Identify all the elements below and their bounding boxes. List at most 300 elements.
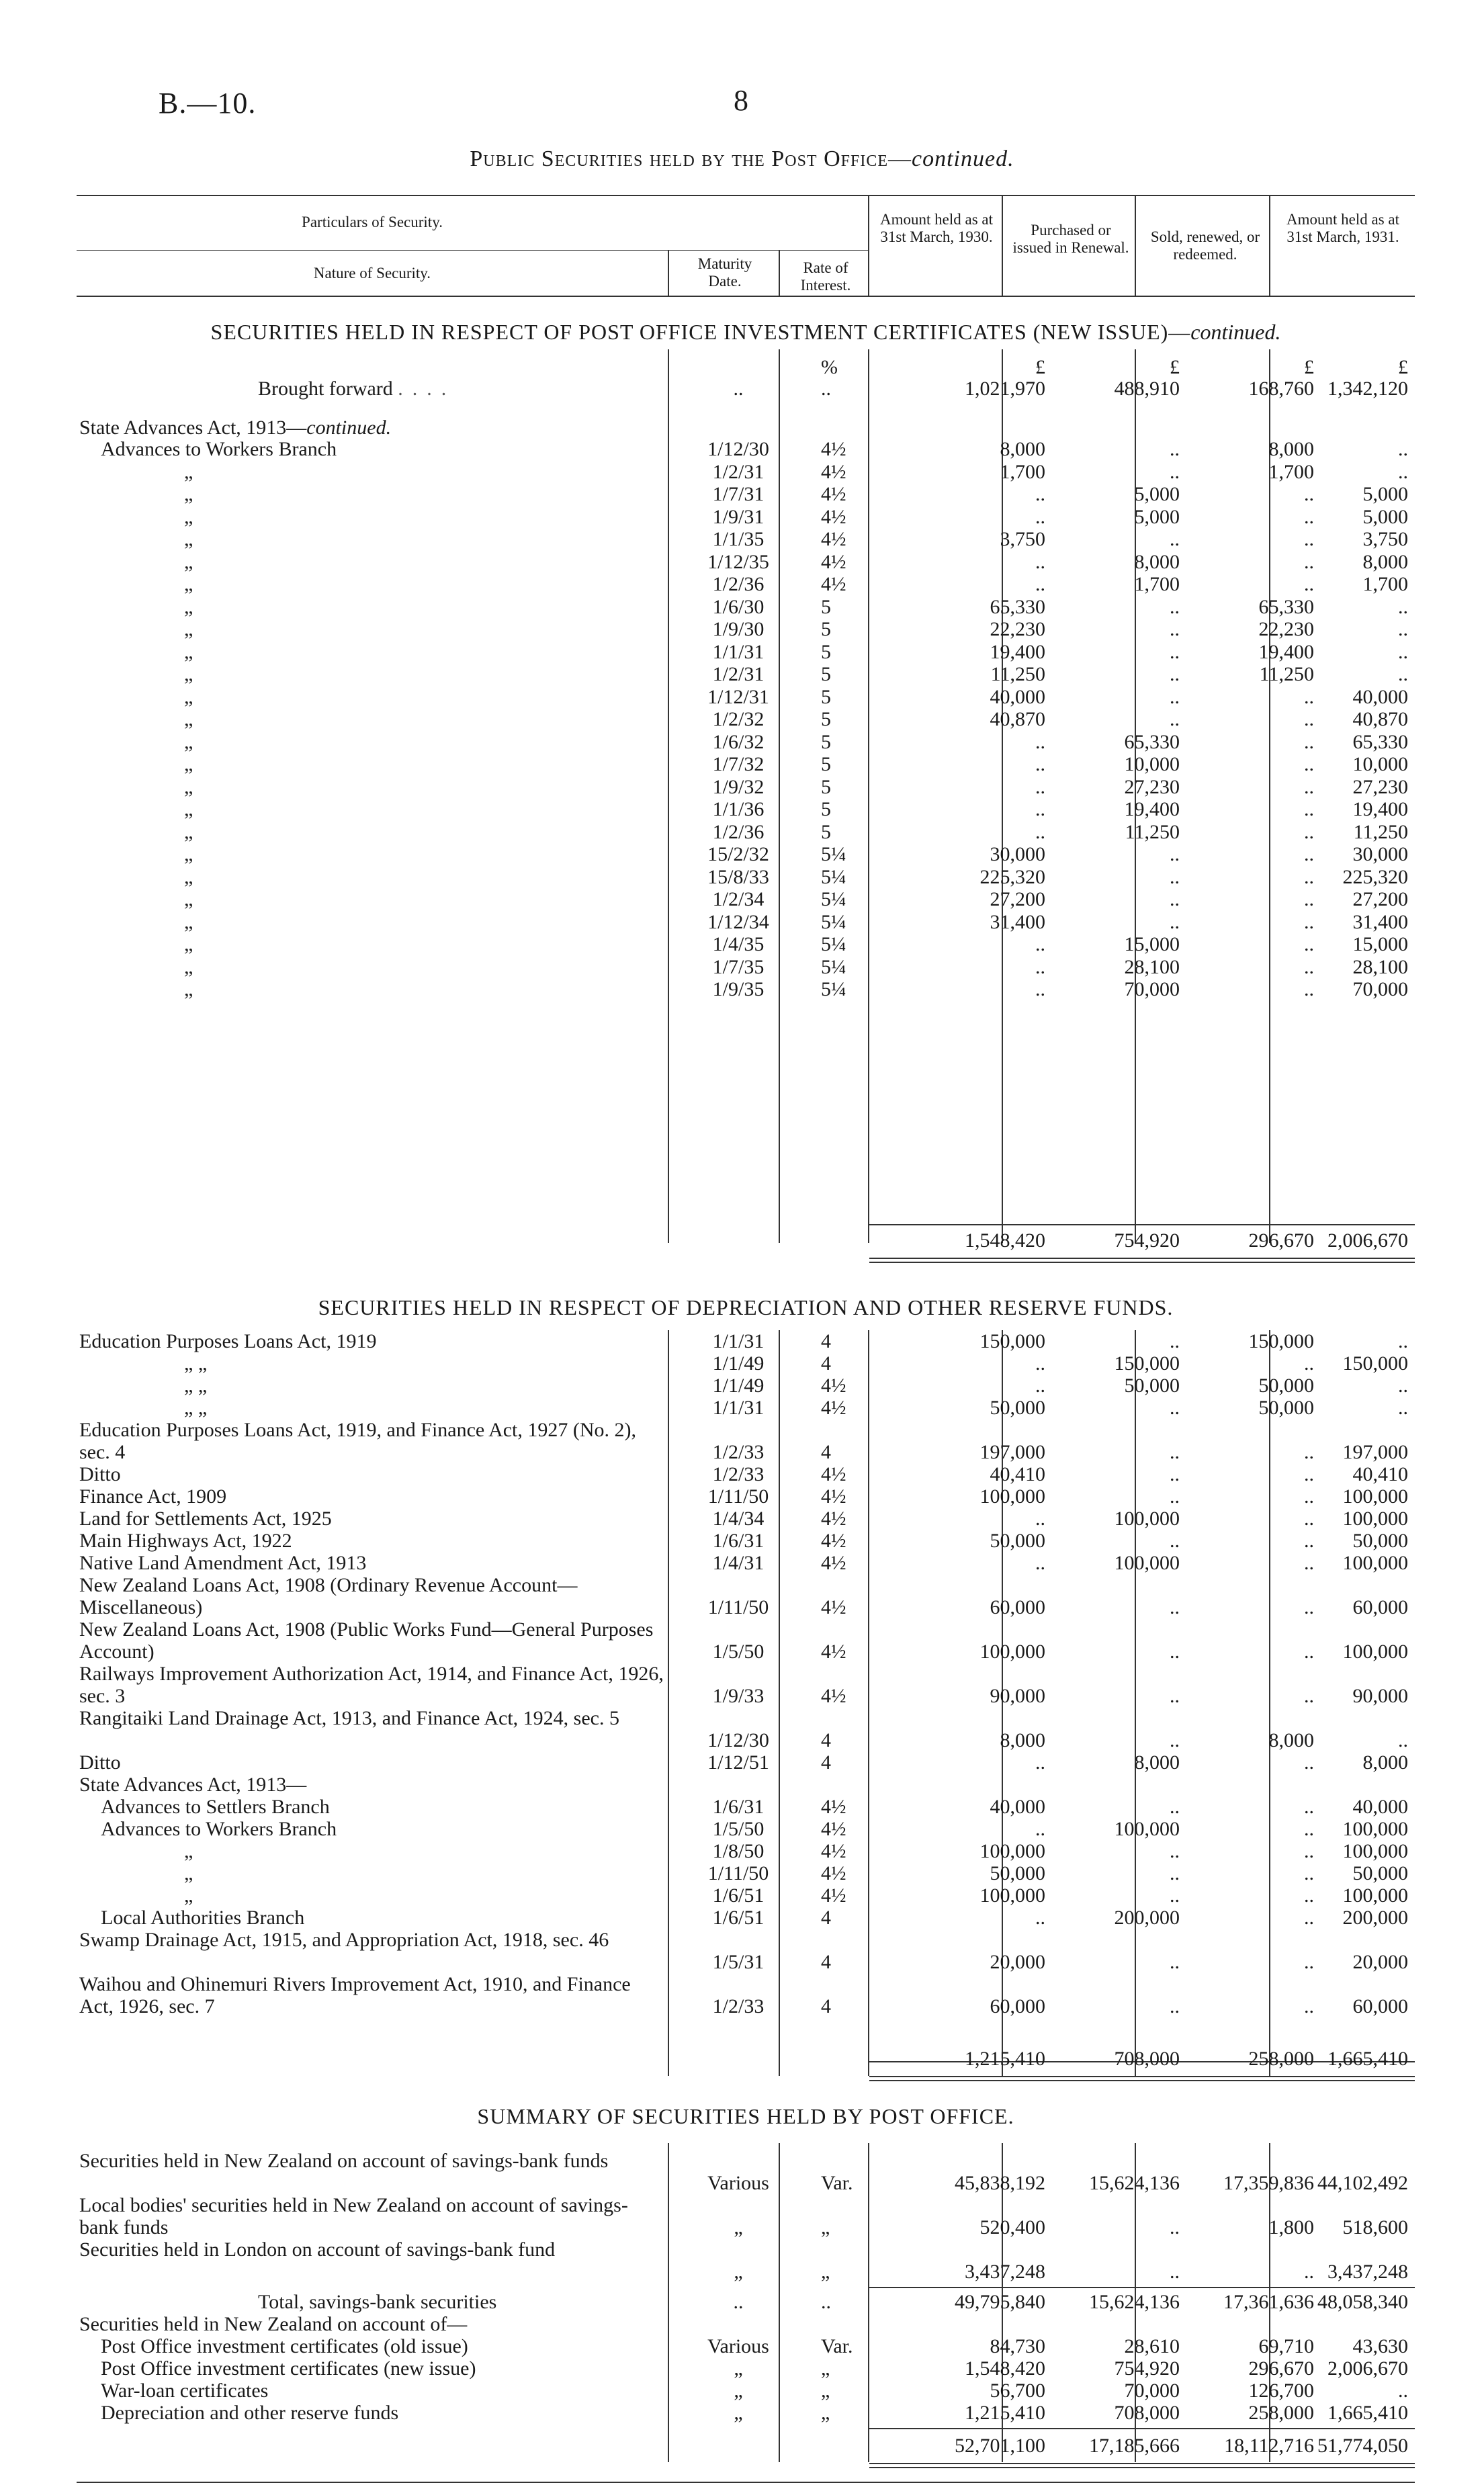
grand-total-rule (869, 2428, 1415, 2429)
cell-security: „ (184, 730, 193, 753)
table-row (77, 2194, 1415, 2238)
cell-rate: 5¼ (821, 910, 846, 933)
cell-rate: 4 (821, 1751, 831, 1774)
cell-held-1930: 40,000 (990, 1796, 1045, 1818)
cell-held-1930: 50,000 (990, 1862, 1045, 1884)
cell-rate: 4½ (821, 1840, 846, 1862)
cell-maturity: Various (707, 2172, 769, 2194)
table-row (77, 1397, 1415, 1419)
cell-security: Railways Improvement Authorization Act, 1914, and Finance Act, 1926, sec. 3 (79, 1663, 664, 1707)
cell-purchased: 5,000 (1134, 483, 1180, 505)
table-row (77, 573, 1415, 595)
cell-held-1930: 1,548,420 (965, 2357, 1045, 2380)
cell-held-1931: 100,000 (1342, 1485, 1408, 1508)
cell-security: Swamp Drainage Act, 1915, and Appropriation Act, 1918, sec. 46 (79, 1929, 609, 1951)
table-row (77, 2402, 1415, 2424)
cell-purchased: .. (1170, 438, 1180, 460)
cell-rate: 4½ (821, 505, 846, 528)
cell-held-1931: 50,000 (1352, 1862, 1408, 1884)
cell-purchased: .. (1170, 910, 1180, 933)
cell-held-1931: 197,000 (1342, 1441, 1408, 1463)
cell-maturity: 1/12/34 (707, 910, 769, 933)
grand-total-row (77, 2435, 1415, 2457)
header-mid-rule (77, 250, 869, 251)
cell-held-1930: 60,000 (990, 1596, 1045, 1618)
cell-rate: 4 (821, 1330, 831, 1352)
unit-rate: % (821, 356, 838, 378)
table-row (77, 1751, 1415, 1774)
cell-rate: 5¼ (821, 933, 846, 955)
cell-maturity: 15/2/32 (707, 843, 769, 865)
cell-maturity: 1/7/35 (712, 955, 765, 978)
cell-rate: 4½ (821, 1596, 846, 1618)
table-row (77, 798, 1415, 820)
cell-maturity: 1/7/31 (712, 483, 765, 505)
cell-sold: .. (1304, 1508, 1314, 1530)
cell-held-1930: 56,700 (990, 2380, 1045, 2402)
cell-purchased: 200,000 (1114, 1907, 1180, 1929)
cell-rate: 4½ (821, 1530, 846, 1552)
cell-maturity: 1/2/36 (712, 573, 765, 595)
table-row (77, 1818, 1415, 1840)
cell-rate: 4 (821, 1951, 831, 1973)
table-row (77, 1618, 1415, 1663)
cell-security: Total, savings-bank securities (258, 2291, 497, 2313)
table-row (77, 1552, 1415, 1574)
cell-held-1930: .. (1035, 573, 1045, 595)
cell-rate: 5¼ (821, 978, 846, 1000)
cell-purchased: .. (1170, 460, 1180, 483)
cell-security: „ (184, 663, 193, 685)
col-particulars: Particulars of Security. (302, 214, 443, 230)
cell-sold: .. (1304, 1862, 1314, 1884)
cell-purchased: 70,000 (1124, 2380, 1180, 2402)
table-row (77, 821, 1415, 843)
table-row (77, 956, 1415, 978)
cell-rate: 5¼ (821, 955, 846, 978)
table-row (77, 1973, 1415, 2017)
table-row (77, 1929, 1415, 1973)
cell-security: „ (184, 595, 193, 618)
cell-rate: 4½ (821, 438, 846, 460)
page-title: Public Securities held by the Post Office—continued. (470, 146, 1014, 171)
table-row (77, 686, 1415, 708)
cell-security: „ (184, 573, 193, 595)
cell-security: „ (184, 708, 193, 730)
cell-security: New Zealand Loans Act, 1908 (Public Works Fund—General Purposes Account) (79, 1618, 654, 1663)
cell-held-1930: 27,200 (990, 888, 1045, 910)
cell-rate: 5 (821, 663, 831, 685)
cell-security: „ (184, 978, 193, 1000)
cell-purchased: .. (1170, 1685, 1180, 1707)
cell-sold: .. (1304, 1352, 1314, 1375)
cell-held-1931: 200,000 (1342, 1907, 1408, 1929)
cell-security: „ (184, 460, 193, 483)
cell-purchased: .. (1170, 618, 1180, 640)
cell-purchased: .. (1170, 2216, 1180, 2238)
total-sold: 296,670 (1248, 1229, 1314, 1252)
col-rate: Rate of Interest. (800, 259, 851, 294)
cell-security: Securities held in London on account of savings-bank fund (79, 2238, 556, 2261)
cell-maturity: 1/2/33 (712, 1463, 765, 1485)
cell-maturity: 1/2/32 (712, 708, 765, 730)
cell-sold: 1,700 (1268, 460, 1314, 483)
cell-purchased: 19,400 (1124, 798, 1180, 820)
cell-held-1931: 100,000 (1342, 1508, 1408, 1530)
table-row (77, 663, 1415, 685)
table-row (77, 1574, 1415, 1618)
cell-maturity: 1/6/51 (712, 1907, 765, 1929)
cell-rate: 5¼ (821, 865, 846, 888)
cell-rate: „ (821, 2402, 830, 2424)
cell-rate: 5 (821, 595, 831, 618)
cell-maturity: 1/1/36 (712, 798, 765, 820)
cell-held-1931: 10,000 (1352, 753, 1408, 775)
cell-held-1930: 100,000 (979, 1840, 1045, 1862)
cell-purchased: .. (1170, 2261, 1180, 2283)
cell-held-1931: 100,000 (1342, 1552, 1408, 1574)
table-row (77, 1907, 1415, 1929)
cell-security: „ (184, 820, 193, 843)
cell-purchased: 15,000 (1124, 933, 1180, 955)
cell-security: „ (184, 483, 193, 505)
cell-rate: 5¼ (821, 888, 846, 910)
cell-sold: .. (1304, 1995, 1314, 2017)
cell-sold: .. (1304, 1907, 1314, 1929)
cell-held-1931: 100,000 (1342, 1884, 1408, 1907)
cell-maturity: 1/5/31 (712, 1951, 765, 1973)
cell-purchased: .. (1170, 1441, 1180, 1463)
col-sold: Sold, renewed, or redeemed. (1150, 228, 1260, 263)
cell-maturity: 1/2/33 (712, 1441, 765, 1463)
cell-security: „ „ (184, 1397, 208, 1419)
cell-rate: 5 (821, 775, 831, 798)
cell-held-1931: 3,750 (1362, 528, 1408, 550)
cell-held-1930: .. (1035, 753, 1045, 775)
cell-held-1931: 100,000 (1342, 1641, 1408, 1663)
total-purchased: 708,000 (1114, 2048, 1180, 2070)
cell-security: „ (184, 888, 193, 910)
cell-purchased: .. (1170, 1397, 1180, 1419)
table-row (77, 461, 1415, 483)
cell-held-1931: 5,000 (1362, 483, 1408, 505)
cell-maturity: 1/5/50 (712, 1818, 765, 1840)
cell-maturity: 1/6/51 (712, 1884, 765, 1907)
total-sold: 258,000 (1248, 2048, 1314, 2070)
cell-rate: „ (821, 2261, 830, 2283)
section-title: SUMMARY OF SECURITIES HELD BY POST OFFICE. (477, 2104, 1014, 2128)
cell-security: Ditto (79, 1463, 121, 1485)
section-title: SECURITIES HELD IN RESPECT OF DEPRECIATION AND OTHER RESERVE FUNDS. (318, 1295, 1174, 1319)
cell-held-1930: 520,400 (979, 2216, 1045, 2238)
table-row (77, 708, 1415, 730)
cell-rate: 4½ (821, 573, 846, 595)
total-double-rule (869, 2080, 1415, 2081)
cell-sold: 69,710 (1258, 2335, 1314, 2357)
cell-rate: 4½ (821, 1884, 846, 1907)
cell-held-1930: 31,400 (990, 910, 1045, 933)
table-row (77, 618, 1415, 640)
cell-sold: .. (1304, 910, 1314, 933)
table-row (77, 2150, 1415, 2194)
table-row (77, 1352, 1415, 1375)
cell-maturity: .. (733, 2291, 744, 2313)
cell-held-1930: 100,000 (979, 1641, 1045, 1663)
header-divider (779, 250, 780, 296)
cell-purchased: .. (1170, 595, 1180, 618)
po-heading: Securities held in New Zealand on account of— (79, 2313, 468, 2335)
cell-held-1930: 150,000 (979, 1330, 1045, 1352)
cell-maturity: 1/9/31 (712, 505, 765, 528)
cell-sold: .. (1304, 798, 1314, 820)
unit-a4: £ (1398, 356, 1408, 378)
cell-maturity: 1/6/31 (712, 1530, 765, 1552)
cell-held-1930: .. (1035, 1552, 1045, 1574)
cell-purchased: .. (1170, 528, 1180, 550)
cell-security: „ (184, 640, 193, 663)
cell-maturity: 1/12/31 (707, 685, 769, 708)
table-row (77, 2357, 1415, 2380)
cell-maturity: 1/9/33 (712, 1685, 765, 1707)
cell-rate: „ (821, 2357, 830, 2380)
cell-held-1931: 60,000 (1352, 1596, 1408, 1618)
cell-rate: 4 (821, 1995, 831, 2017)
cell-security: Post Office investment certificates (old issue) (101, 2335, 468, 2357)
cell-held-1930: .. (1035, 933, 1045, 955)
cell-sold: .. (1304, 1818, 1314, 1840)
cell-rate: Var. (821, 2335, 853, 2357)
cell-purchased: 15,624,136 (1089, 2172, 1180, 2194)
total-rule (869, 1224, 1415, 1225)
cell-purchased: .. (1170, 1485, 1180, 1508)
total-double-rule (869, 1258, 1415, 1259)
cell-security: „ (184, 798, 193, 820)
table-row (77, 2335, 1415, 2357)
cell-sold: .. (1304, 933, 1314, 955)
act-heading-row (77, 417, 1415, 439)
cell-held-1930: 197,000 (979, 1441, 1045, 1463)
header-divider (1269, 195, 1270, 296)
cell-maturity: 1/1/31 (712, 640, 765, 663)
cell-held-1930: .. (1035, 730, 1045, 753)
cell-sold: .. (1304, 1884, 1314, 1907)
cell-held-1931: 43,630 (1352, 2335, 1408, 2357)
cell-held-1931: 27,200 (1352, 888, 1408, 910)
cell-rate: 4½ (821, 1796, 846, 1818)
cell-rate: 5 (821, 730, 831, 753)
cell-purchased: .. (1170, 685, 1180, 708)
cell-rate: 5¼ (821, 843, 846, 865)
table-row (77, 438, 1415, 460)
cell-rate: 4 (821, 1352, 831, 1375)
cell-security: „ (184, 1884, 193, 1907)
table-row (77, 776, 1415, 798)
cell-maturity: „ (734, 2402, 743, 2424)
cell-maturity: 1/2/33 (712, 1995, 765, 2017)
cell-security: „ (184, 505, 193, 528)
cell-security: Land for Settlements Act, 1925 (79, 1508, 332, 1530)
cell-held-1931: 90,000 (1352, 1685, 1408, 1707)
cell-sold: .. (1304, 820, 1314, 843)
cell-rate: .. (821, 2291, 831, 2313)
cell-held-1930: .. (1035, 955, 1045, 978)
cell-security: „ (184, 1862, 193, 1884)
cell-purchased: 10,000 (1124, 753, 1180, 775)
table-row (77, 911, 1415, 933)
cell-held-1931: 30,000 (1352, 843, 1408, 865)
cell-security: State Advances Act, 1913— (79, 1774, 307, 1796)
cell-held-1931: 100,000 (1342, 1818, 1408, 1840)
cell-sold: 19,400 (1258, 640, 1314, 663)
cell-sold: .. (1304, 483, 1314, 505)
table-row (77, 506, 1415, 528)
table-row (77, 933, 1415, 955)
cell-sold: 22,230 (1258, 618, 1314, 640)
grand-total-purchased: 17,185,666 (1089, 2435, 1180, 2457)
cell-security: „ (184, 910, 193, 933)
cell-security: Education Purposes Loans Act, 1919, and Finance Act, 1927 (No. 2), sec. 4 (79, 1419, 637, 1463)
cell-held-1930: 19,400 (990, 640, 1045, 663)
cell-maturity: 1/8/50 (712, 1840, 765, 1862)
cell-held-1930: .. (1035, 1818, 1045, 1840)
cell-held-1930: .. (1035, 775, 1045, 798)
cell-held-1931: 44,102,492 (1317, 2172, 1408, 2194)
header-divider (1135, 195, 1136, 296)
cell-rate: 4½ (821, 1375, 846, 1397)
cell-held-1930: .. (1035, 1352, 1045, 1375)
cell-purchased: .. (1170, 1729, 1180, 1751)
cell-held-1930: 3,750 (1000, 528, 1045, 550)
table-row (77, 641, 1415, 663)
cell-rate: 5 (821, 798, 831, 820)
cell-held-1931: 40,000 (1352, 1796, 1408, 1818)
cell-held-1931: 11,250 (1353, 820, 1408, 843)
cell-purchased: .. (1170, 843, 1180, 865)
cell-sold: .. (1304, 528, 1314, 550)
cell-purchased: 27,230 (1124, 775, 1180, 798)
table-row (77, 731, 1415, 753)
cell-purchased: 28,610 (1124, 2335, 1180, 2357)
cell-security: Finance Act, 1909 (79, 1485, 227, 1508)
cell-held-1931: 40,000 (1352, 685, 1408, 708)
cell-held-1930: .. (1035, 978, 1045, 1000)
cell-held-1931: 28,100 (1352, 955, 1408, 978)
cell-held-1930: 1,700 (1000, 460, 1045, 483)
table-row (77, 1796, 1415, 1818)
cell-security: Advances to Workers Branch (101, 1818, 337, 1840)
cell-held-1931: .. (1398, 1330, 1408, 1352)
header-divider (668, 250, 669, 296)
cell-held-1930: .. (1035, 798, 1045, 820)
cell-sold: 8,000 (1268, 438, 1314, 460)
cell-held-1931: 20,000 (1352, 1951, 1408, 1973)
cell-sold: 17,361,636 (1223, 2291, 1314, 2313)
cell-held-1931: 100,000 (1342, 1840, 1408, 1862)
cell-security: „ (184, 843, 193, 865)
cell-held-1931: .. (1398, 663, 1408, 685)
units-row (77, 356, 1415, 378)
brought-forward-row (77, 378, 1415, 400)
cell-security: „ (184, 753, 193, 775)
cell-held-1931: 27,230 (1352, 775, 1408, 798)
cell-held-1930: 8,000 (1000, 1729, 1045, 1751)
cell-held-1931: .. (1398, 460, 1408, 483)
cell-held-1930: 40,870 (990, 708, 1045, 730)
cell-sold: 150,000 (1248, 1330, 1314, 1352)
cell-rate: 5 (821, 640, 831, 663)
cell-security: „ „ (184, 1352, 208, 1375)
cell-held-1931: 19,400 (1352, 798, 1408, 820)
cell-security: Securities held in New Zealand on account of savings-bank funds (79, 2150, 609, 2172)
cell-held-1930: 20,000 (990, 1951, 1045, 1973)
cell-sold: 126,700 (1248, 2380, 1314, 2402)
cell-held-1931: 31,400 (1352, 910, 1408, 933)
cell-rate: 5 (821, 618, 831, 640)
col-held-1930: Amount held as at 31st March, 1930. (880, 211, 993, 245)
cell-security: „ (184, 528, 193, 550)
cell-purchased: .. (1170, 888, 1180, 910)
grand-total-sold: 18,112,716 (1224, 2435, 1314, 2457)
cell-maturity: „ (734, 2357, 743, 2380)
cell-held-1930: .. (1035, 1508, 1045, 1530)
cell-maturity: 1/1/35 (712, 528, 765, 550)
header-bottom-rule (77, 296, 1415, 297)
table-row (77, 866, 1415, 888)
table-row (77, 596, 1415, 618)
cell-held-1931: 1,700 (1362, 573, 1408, 595)
cell-maturity: 1/11/50 (707, 1862, 769, 1884)
cell-purchased: .. (1170, 708, 1180, 730)
grand-total-held-1931: 51,774,050 (1317, 2435, 1408, 2457)
cell-purchased: 150,000 (1114, 1352, 1180, 1375)
cell-sold: 258,000 (1248, 2402, 1314, 2424)
cell-sold: 11,250 (1259, 663, 1314, 685)
cell-purchased: 11,250 (1125, 820, 1180, 843)
cell-maturity: 1/4/31 (712, 1552, 765, 1574)
cell-maturity: „ (734, 2380, 743, 2402)
section2-total-row (77, 2048, 1415, 2070)
cell-security: Post Office investment certificates (new issue) (101, 2357, 476, 2380)
header-divider (1002, 195, 1003, 296)
table-row (77, 528, 1415, 550)
cell-security: Local Authorities Branch (101, 1907, 305, 1929)
cell-sold: 50,000 (1258, 1375, 1314, 1397)
table-row (77, 753, 1415, 775)
cell-purchased: 100,000 (1114, 1818, 1180, 1840)
section-title: SECURITIES HELD IN RESPECT OF POST OFFICE INVESTMENT CERTIFICATES (NEW ISSUE)—continued. (210, 320, 1281, 344)
cell-held-1930: 60,000 (990, 1995, 1045, 2017)
cell-held-1931: 70,000 (1352, 978, 1408, 1000)
unit-a3: £ (1304, 356, 1314, 378)
cell-sold: 50,000 (1258, 1397, 1314, 1419)
cell-security: Ditto (79, 1751, 121, 1774)
total-held-1930: 1,215,410 (965, 2048, 1045, 2070)
cell-sold: .. (1304, 1840, 1314, 1862)
cell-rate: 4½ (821, 1818, 846, 1840)
cell-sold: .. (1304, 730, 1314, 753)
cell-maturity: 1/2/34 (712, 888, 765, 910)
cell-purchased: .. (1170, 1641, 1180, 1663)
cell-maturity: 1/9/32 (712, 775, 765, 798)
cell-sold: .. (1304, 1751, 1314, 1774)
cell-rate: 4½ (821, 1485, 846, 1508)
cell-held-1930: .. (1035, 1751, 1045, 1774)
cell-maturity: 1/2/31 (712, 663, 765, 685)
cell-held-1931: 15,000 (1352, 933, 1408, 955)
cell-purchased: 50,000 (1124, 1375, 1180, 1397)
cell-sold: .. (1304, 2261, 1314, 2283)
cell-held-1931: 5,000 (1362, 505, 1408, 528)
